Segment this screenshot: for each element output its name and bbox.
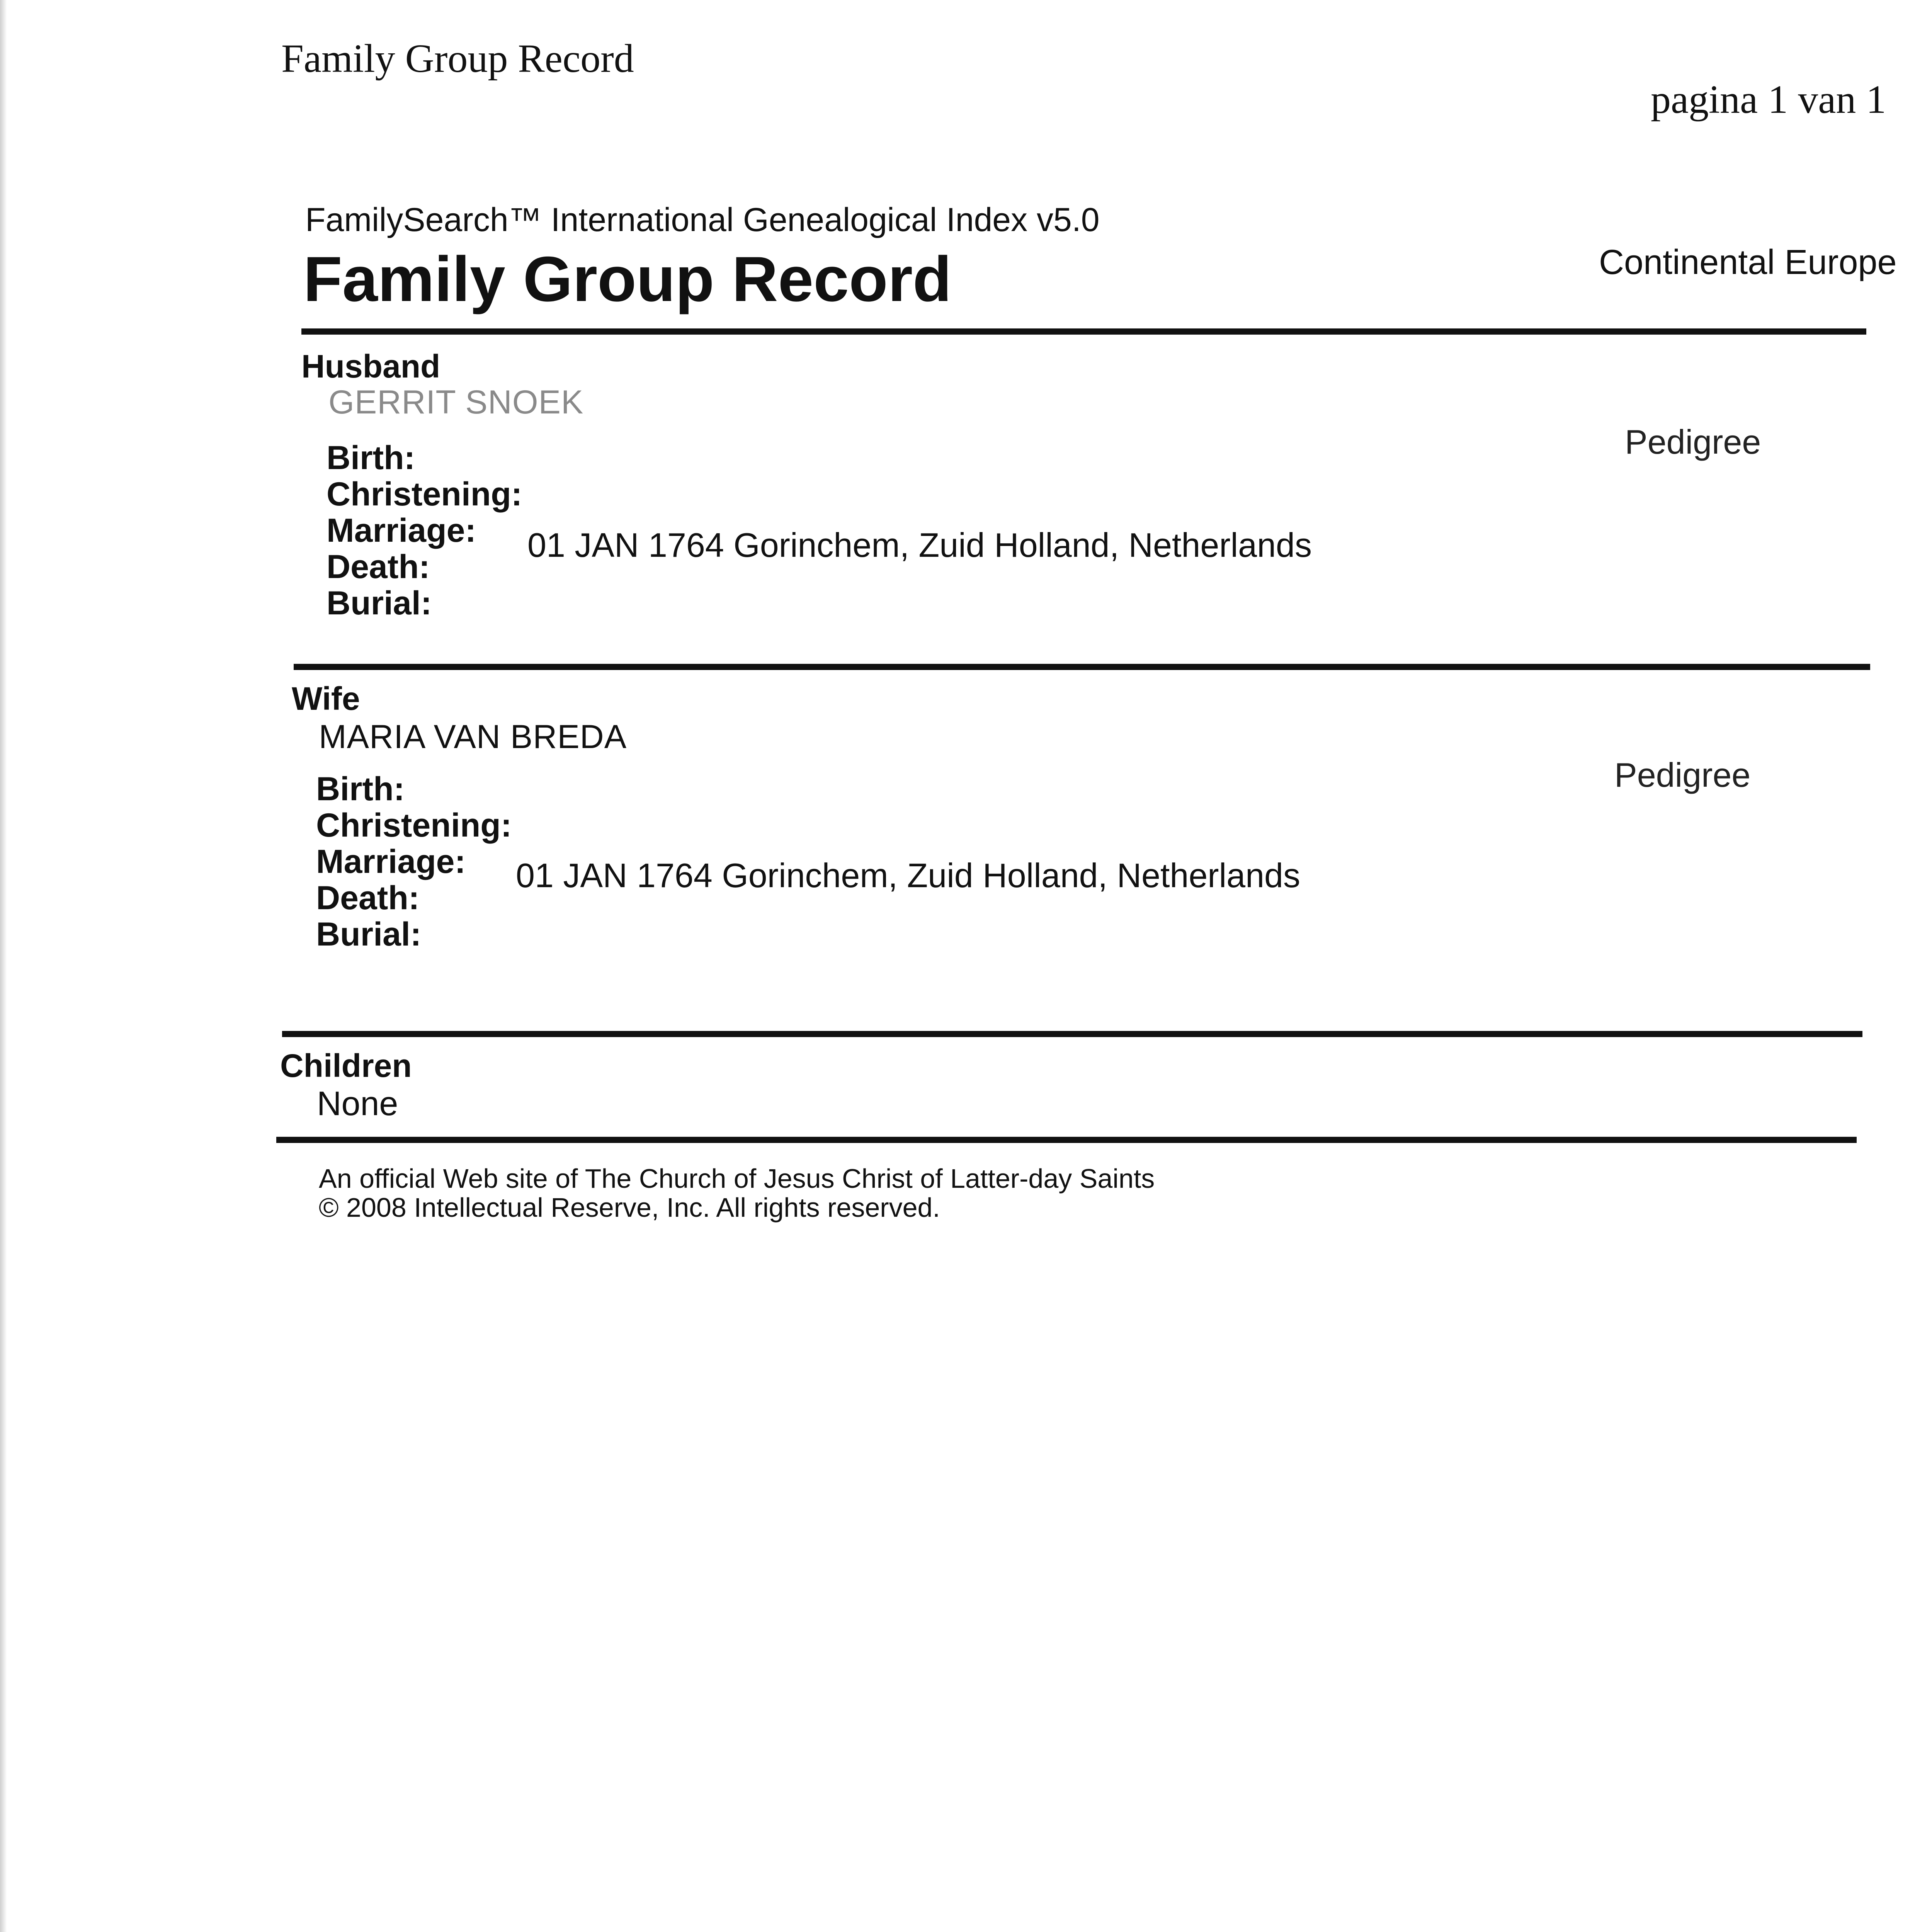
husband-pedigree-link[interactable]: Pedigree <box>1625 423 1761 461</box>
husband-name-link[interactable]: GERRIT SNOEK <box>328 384 584 421</box>
print-header-page-indicator: pagina 1 van 1 <box>1651 77 1886 122</box>
husband-marriage-label: Marriage: <box>327 512 476 549</box>
husband-death-label: Death: <box>327 548 430 585</box>
children-section-label: Children <box>280 1048 412 1084</box>
wife-marriage-label: Marriage: <box>316 843 466 880</box>
wife-pedigree-link[interactable]: Pedigree <box>1614 756 1751 794</box>
wife-death-label: Death: <box>316 879 420 917</box>
wife-christening-label: Christening: <box>316 807 512 844</box>
wife-birth-label: Birth: <box>316 770 405 808</box>
header-divider <box>301 328 1866 335</box>
wife-burial-label: Burial: <box>316 916 422 953</box>
husband-section-label: Husband <box>301 348 440 384</box>
site-footer-line2: © 2008 Intellectual Reserve, Inc. All rights reserved. <box>319 1192 940 1223</box>
husband-events <box>327 440 522 621</box>
wife-divider <box>282 1031 1862 1037</box>
wife-name-link[interactable]: MARIA VAN BREDA <box>319 718 627 755</box>
site-footer-line1: An official Web site of The Church of Jesus Christ of Latter-day Saints <box>319 1163 1155 1194</box>
wife-events <box>316 771 512 952</box>
print-header-title: Family Group Record <box>281 36 634 81</box>
region-label: Continental Europe <box>1599 243 1897 282</box>
husband-birth-label: Birth: <box>327 439 415 476</box>
children-divider <box>276 1137 1857 1143</box>
page-title: Family Group Record <box>303 243 952 315</box>
wife-section-label: Wife <box>292 680 360 717</box>
husband-divider <box>294 664 1870 670</box>
husband-christening-label: Christening: <box>327 476 522 513</box>
husband-burial-label: Burial: <box>327 585 432 622</box>
scan-left-edge <box>0 0 7 1932</box>
children-none-value: None <box>317 1084 398 1122</box>
wife-marriage-value: 01 JAN 1764 Gorinchem, Zuid Holland, Netherlands <box>516 856 1300 895</box>
product-name: FamilySearch™ International Genealogical Index v5.0 <box>305 201 1100 238</box>
husband-marriage-value: 01 JAN 1764 Gorinchem, Zuid Holland, Netherlands <box>527 526 1312 564</box>
